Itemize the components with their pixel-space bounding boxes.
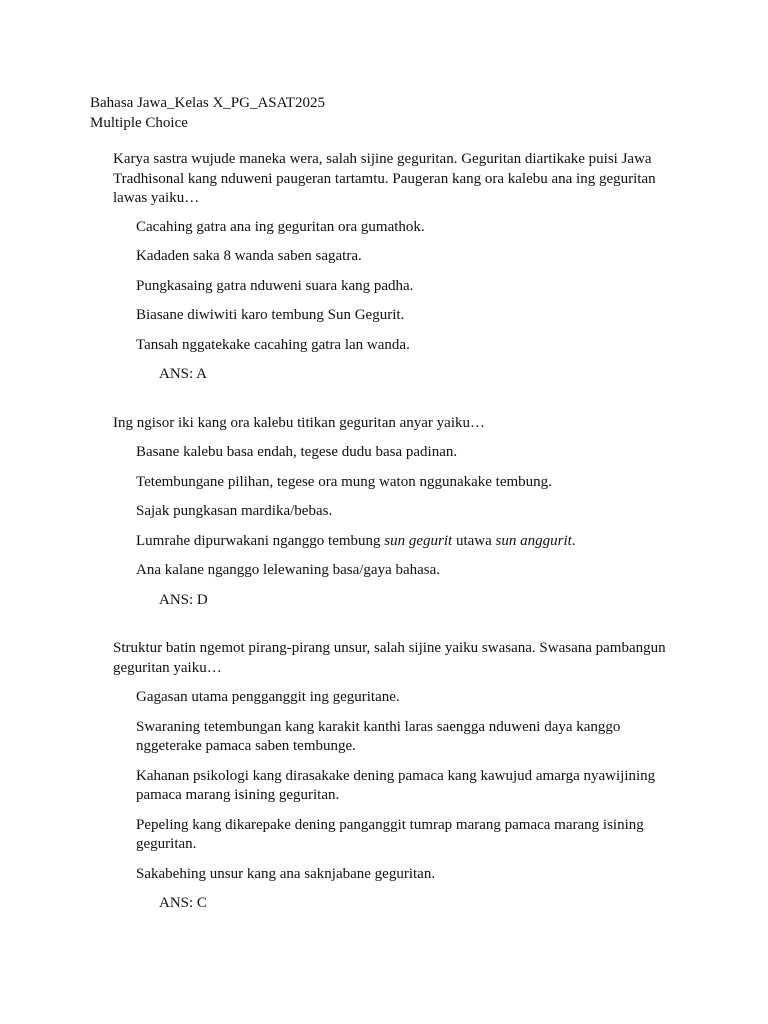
question-stem: Karya sastra wujude maneka wera, salah sijine geguritan. Geguritan diartikake puisi Jawa Tradhisonal kang nduweni paugeran tartamtu. Paugeran kang ora kalebu ana ing geguritan lawas yaiku… [113,151,656,206]
option-a: Cacahing gatra ana ing geguritan ora gumathok. [136,218,425,235]
question-2 [113,414,690,611]
answer-key: ANS: A [159,366,207,382]
option-b: Tetembungane pilihan, tegese ora mung waton nggunakake tembung. [136,473,552,490]
document-title: Bahasa Jawa_Kelas X_PG_ASAT2025 [90,95,325,111]
option-c: Sajak pungkasan mardika/bebas. [136,503,333,519]
question-stem: Struktur batin ngemot pirang-pirang unsur, salah sijine yaiku swasana. Swasana pambangun geguritan yaiku… [113,640,666,676]
option-a: Gagasan utama pengganggit ing geguritane. [136,689,400,705]
option-d-italic-1: sun gegurit [384,532,453,549]
question-1 [113,150,690,385]
option-e: Ana kalane nganggo lelewaning basa/gaya bahasa. [136,562,441,578]
option-d: Biasane diwiwiti karo tembung Sun Gegurit. [136,307,405,323]
option-d-text-2: utawa [452,532,496,549]
question-3 [113,639,690,914]
question-stem: Ing ngisor iki kang ora kalebu titikan geguritan anyar yaiku… [113,414,485,431]
option-c: Kahanan psikologi kang dirasakake dening pamaca kang kawujud amarga nyawijining pamaca marang isining geguritan. [136,767,656,803]
document-page [90,93,690,914]
option-d [136,532,676,552]
option-d-text-3: . [571,532,576,549]
option-d-text: Lumrahe dipurwakani nganggo tembung [136,532,385,549]
option-d: Pepeling kang dikarepake dening panganggit tumrap marang pamaca marang isining geguritan. [136,816,644,852]
document-subtitle: Multiple Choice [90,115,188,131]
option-a: Basane kalebu basa endah, tegese dudu basa padinan. [136,444,458,460]
option-b: Swaraning tetembungan kang karakit kanthi laras saengga nduweni daya kanggo nggeterake pamaca saben tembunge. [136,718,621,754]
option-b: Kadaden saka 8 wanda saben sagatra. [136,248,362,264]
option-d-italic-2: sun anggurit [495,532,572,549]
option-c: Pungkasaing gatra nduweni suara kang padha. [136,277,414,294]
answer-key: ANS: D [159,591,208,608]
answer-key: ANS: C [159,895,207,911]
option-e: Sakabehing unsur kang ana saknjabane geguritan. [136,865,436,882]
option-e: Tansah nggatekake cacahing gatra lan wanda. [136,336,410,353]
